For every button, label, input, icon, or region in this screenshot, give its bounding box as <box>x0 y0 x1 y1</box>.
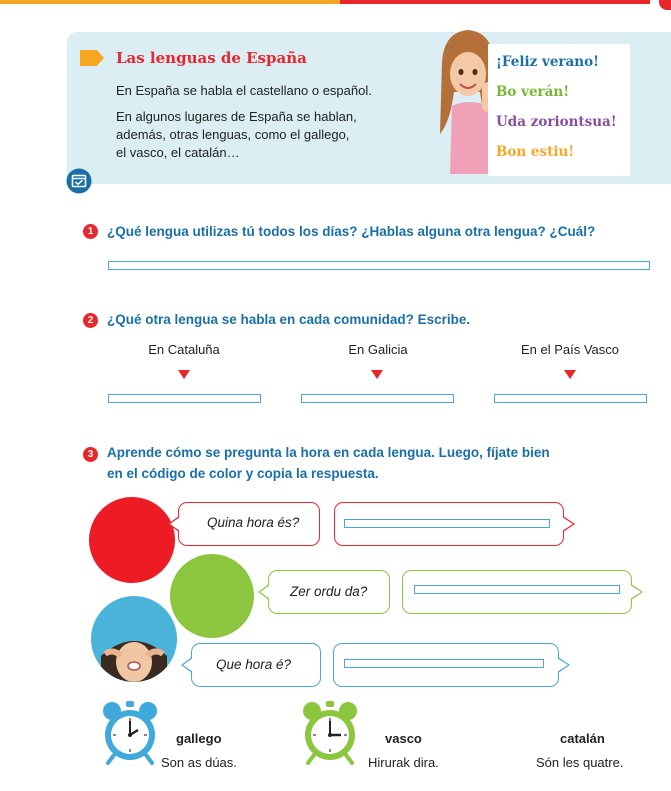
bubble-tail-fill <box>260 585 270 599</box>
answer-field-galicia[interactable] <box>301 394 454 403</box>
info-line-2a: En algunos lugares de España se hablan, <box>116 109 357 124</box>
arrow-down-icon <box>371 370 383 379</box>
answer-field-q1[interactable] <box>108 261 650 270</box>
question-catalan: Quina hora és? <box>207 515 300 530</box>
boy-photo <box>91 596 177 682</box>
top-bar-red <box>340 0 650 4</box>
language-name-vasco: vasco <box>385 731 422 746</box>
greeting-galician: Bo verán! <box>496 84 570 100</box>
question-number-1: 1 <box>83 224 98 239</box>
top-bar-orange <box>0 0 340 4</box>
language-name-gallego: gallego <box>176 731 222 746</box>
answer-field-pais-vasco[interactable] <box>494 394 647 403</box>
bubble-tail-fill <box>630 585 641 599</box>
greeting-catalan: Bon estiu! <box>496 144 575 160</box>
info-line-1: En España se habla el castellano o español. <box>116 83 372 98</box>
question-galician: Que hora é? <box>216 657 292 672</box>
region-label-cataluna: En Cataluña <box>148 342 220 357</box>
greeting-basque: Uda zoriontsua! <box>496 114 617 130</box>
answer-field-catalan[interactable] <box>344 519 550 528</box>
question-1-text: ¿Qué lengua utilizas tú todos los días? ¿Hablas alguna otra lengua? ¿Cuál? <box>107 224 596 239</box>
alarm-clock-blue-icon <box>100 699 160 765</box>
answer-field-cataluna[interactable] <box>108 394 261 403</box>
alarm-clock-green-icon <box>300 699 360 765</box>
info-line-2b: además, otras lenguas, como el gallego, <box>116 127 350 142</box>
language-answer-vasco: Hirurak dira. <box>368 755 439 770</box>
arrow-down-icon <box>178 370 190 379</box>
question-number-2: 2 <box>83 313 98 328</box>
info-line-2c: el vasco, el catalán… <box>116 145 240 160</box>
bubble-tail-fill <box>183 658 193 672</box>
question-basque: Zer ordu da? <box>290 584 368 599</box>
info-title: Las lenguas de España <box>116 49 307 67</box>
language-name-catalan: catalán <box>560 731 605 746</box>
arrow-down-icon <box>564 370 576 379</box>
task-icon <box>66 168 92 194</box>
color-circle-red <box>89 497 175 583</box>
answer-field-galician[interactable] <box>344 659 544 668</box>
greetings-card <box>488 44 630 176</box>
bubble-tail-fill <box>557 658 568 672</box>
bubble-tail-fill <box>170 517 180 531</box>
region-label-pais-vasco: En el País Vasco <box>520 342 620 357</box>
question-number-3: 3 <box>83 447 98 462</box>
question-2-text: ¿Qué otra lengua se habla en cada comunidad? Escribe. <box>107 312 471 327</box>
region-label-galicia: En Galicia <box>348 342 408 357</box>
bubble-tail-fill <box>562 517 573 531</box>
color-circle-blue <box>91 596 177 682</box>
color-circle-green <box>170 554 254 638</box>
language-answer-gallego: Son as dúas. <box>161 755 237 770</box>
question-3-line-1: Aprende cómo se pregunta la hora en cada lengua. Luego, fíjate bien <box>107 445 550 460</box>
language-answer-catalan: Són les quatre. <box>536 755 624 770</box>
corner-mark <box>659 0 671 10</box>
question-3-line-2: en el código de color y copia la respuesta. <box>107 466 379 481</box>
answer-field-basque[interactable] <box>414 585 620 594</box>
greeting-spanish: ¡Feliz verano! <box>496 54 600 70</box>
